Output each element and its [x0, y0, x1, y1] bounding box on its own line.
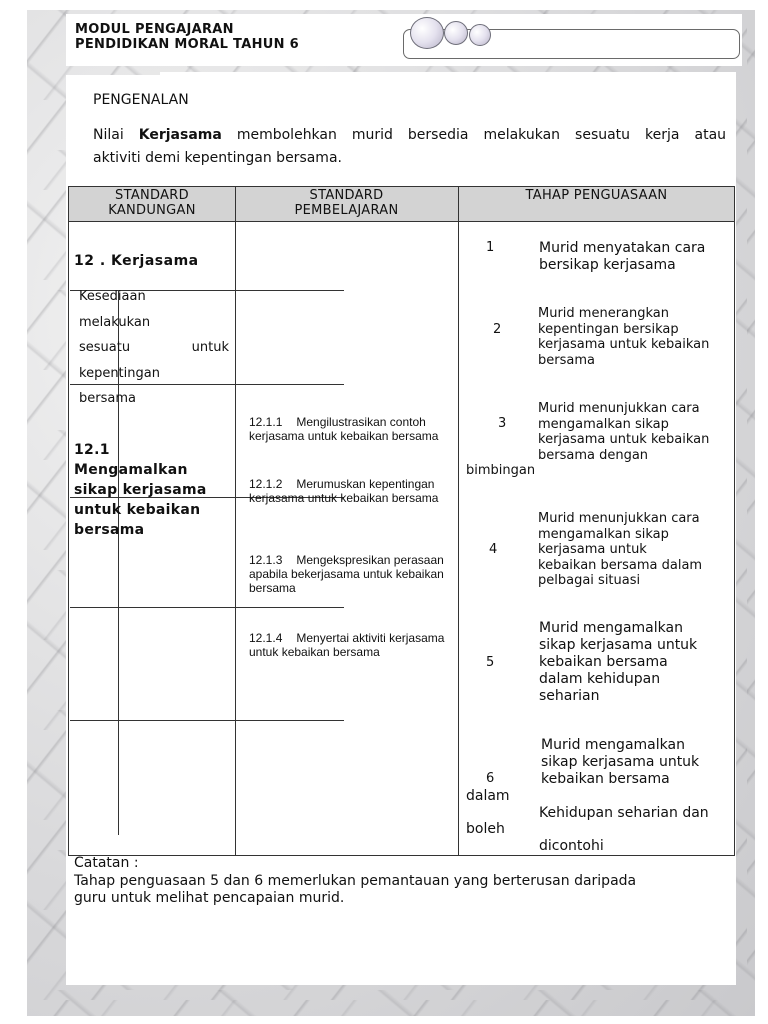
- sk2-line: untuk kebaikan: [74, 502, 201, 518]
- tp-line: kebaikan bersama: [541, 771, 670, 787]
- header-text: PEMBELAJARAN: [294, 203, 399, 218]
- decorative-circle-icon: [410, 17, 444, 49]
- note-text: Tahap penguasaan 5 dan 6 memerlukan pemantauan yang berterusan daripada: [74, 873, 637, 889]
- decorative-circle-icon: [444, 21, 468, 45]
- sp-code: 12.1.1: [249, 415, 283, 429]
- note-title: Catatan :: [74, 855, 139, 871]
- intro-paragraph-line2: aktiviti demi kepentingan bersama.: [93, 150, 342, 166]
- tp-level-number: 1: [486, 240, 495, 255]
- tp-description-continued: Kehidupan seharian dan: [539, 805, 709, 821]
- header-line-2: PENDIDIKAN MORAL TAHUN 6: [75, 37, 299, 52]
- sp-text: contoh kerjasama untuk kebaikan bersama: [249, 415, 439, 443]
- sk-desc-line: kepentingan: [79, 365, 160, 381]
- tp-line: kerjasama untuk kebaikan: [538, 337, 710, 352]
- sp-item: [249, 415, 449, 443]
- tp-line: Murid mengamalkan: [539, 620, 683, 636]
- tp-level-number: 2: [493, 322, 502, 337]
- header-line-1: MODUL PENGAJARAN: [75, 22, 234, 37]
- decorative-circle-icon: [469, 24, 491, 46]
- tp-line: mengamalkan sikap: [538, 526, 669, 542]
- sp-text: perasaan apabila bekerjasama untuk kebaikan bersama: [249, 553, 444, 595]
- tp-level-number: 3: [498, 416, 507, 431]
- tp-line: dalam kehidupan: [539, 671, 661, 687]
- tp-line: bersama dengan: [538, 447, 649, 463]
- tp-line: sikap kerjasama untuk: [539, 637, 698, 653]
- tp-line: Murid menunjukkan cara: [538, 401, 700, 416]
- tp-description: [539, 240, 729, 274]
- tp-line: kerjasama untuk: [538, 542, 647, 557]
- intro-paragraph-line1: [93, 122, 726, 148]
- column-divider: [458, 186, 459, 856]
- tp-description-continued: dicontohi: [539, 838, 604, 854]
- sk-desc-word: sesuatu: [79, 340, 131, 355]
- tp-line: seharian: [539, 688, 600, 704]
- header-text: KANDUNGAN: [108, 203, 196, 218]
- sk-desc-line: bersama: [79, 391, 136, 406]
- tp-description: [538, 306, 733, 368]
- intro-word: Nilai: [93, 127, 124, 143]
- sp-text: kerjasama untuk kebaikan bersama: [249, 631, 445, 659]
- sp-code: 12.1.3: [249, 553, 283, 567]
- sp-item: [249, 553, 449, 595]
- tp-line: bersikap kerjasama: [539, 257, 676, 273]
- intro-rest: membolehkan murid bersedia melakukan sesuatu kerja atau: [236, 127, 727, 143]
- sk-desc-word: untuk: [191, 340, 229, 355]
- sk-subtitle: [74, 440, 234, 540]
- note-body: [74, 873, 727, 907]
- tp-description: [541, 737, 731, 788]
- sp-text: Menyertai aktiviti: [296, 631, 386, 645]
- note-line: [74, 873, 727, 890]
- tp-line: kerjasama untuk kebaikan: [538, 432, 710, 447]
- sp-text: Mengilustrasikan: [296, 415, 387, 429]
- header-text: TAHAP PENGUASAAN: [525, 188, 668, 203]
- tp-description: [539, 620, 729, 705]
- tp-level-number: 5: [486, 655, 495, 670]
- column-divider: [235, 186, 236, 856]
- tp-line: mengamalkan sikap: [538, 416, 669, 432]
- header-text: STANDARD: [115, 188, 189, 203]
- tp-line: kepentingan bersikap: [538, 321, 679, 337]
- tp-line: bersama: [538, 352, 595, 368]
- sp-text: Mengekspresikan: [296, 553, 391, 567]
- header-standard-kandungan: [70, 188, 234, 218]
- tp-line: Murid menyatakan cara: [539, 240, 706, 256]
- header-standard-pembelajaran: [236, 188, 457, 218]
- sk2-line: Mengamalkan: [74, 462, 188, 478]
- note-line: guru untuk melihat pencapaian murid.: [74, 890, 345, 906]
- sk-desc-line: melakukan: [79, 314, 151, 330]
- sp-code: 12.1.2: [249, 477, 283, 491]
- sp-text: Merumuskan: [296, 477, 366, 491]
- tp-line: sikap kerjasama untuk: [541, 754, 700, 770]
- header-tahap-penguasaan: [459, 188, 734, 203]
- tp-description: [538, 401, 733, 463]
- sk2-line: bersama: [74, 522, 145, 538]
- sk2-line: 12.1: [74, 442, 110, 458]
- tp-overflow-word: dalam: [466, 788, 510, 804]
- header-text: STANDARD: [309, 188, 384, 203]
- tp-line: Murid mengamalkan: [541, 737, 685, 753]
- sp-item: [249, 631, 449, 659]
- tp-line: Murid menunjukkan cara: [538, 511, 700, 526]
- tp-overflow-word: bimbingan: [466, 463, 536, 478]
- tp-line: kebaikan bersama: [539, 654, 668, 670]
- sp-code: 12.1.4: [249, 631, 283, 645]
- tp-overflow-word: boleh: [466, 821, 505, 837]
- sp-text: kepentingan kerjasama untuk kebaikan bersama: [249, 477, 439, 505]
- tp-line: pelbagai situasi: [538, 573, 641, 588]
- module-header: [75, 22, 299, 52]
- sk-description: [79, 284, 229, 412]
- sk-desc-line: [79, 335, 229, 361]
- sk-title: 12 . Kerjasama: [74, 253, 199, 269]
- stray-line: [70, 720, 344, 721]
- tp-description: [538, 511, 733, 589]
- stray-line: [70, 607, 344, 608]
- sk2-line: sikap kerjasama: [74, 482, 207, 498]
- value-name: Kerjasama: [138, 127, 222, 143]
- tp-line: kebaikan bersama dalam: [538, 557, 703, 573]
- tp-level-number: 6: [486, 771, 495, 786]
- tp-line: Murid menerangkan: [538, 306, 670, 321]
- tp-level-number: 4: [489, 542, 498, 557]
- section-title: PENGENALAN: [93, 92, 189, 108]
- sp-item: [249, 477, 449, 505]
- sk-desc-line: Kesediaan: [79, 289, 146, 304]
